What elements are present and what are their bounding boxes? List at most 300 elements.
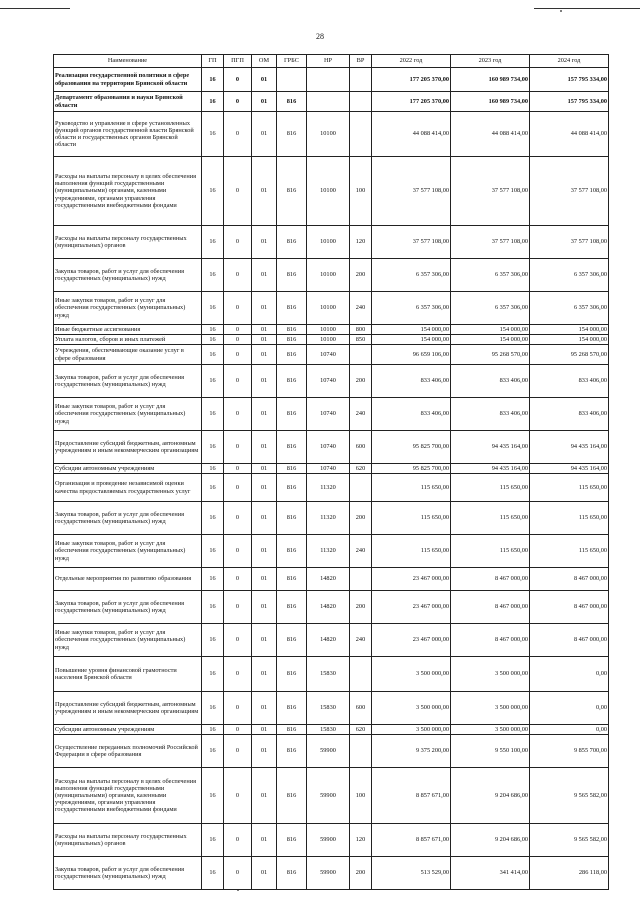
table-row (54, 345, 609, 365)
table-row (54, 292, 609, 325)
cell-om: 01 (252, 398, 277, 431)
cell-grbs: 816 (277, 464, 307, 474)
cell-y2024: 157 795 334,00 (530, 92, 609, 112)
cell-y2023: 833 406,00 (451, 365, 530, 398)
cell-y2022: 833 406,00 (372, 398, 451, 431)
cell-y2023: 6 357 306,00 (451, 292, 530, 325)
cell-name: Субсидии автономным учреждениям (54, 464, 202, 474)
table-row (54, 325, 609, 335)
cell-om: 01 (252, 464, 277, 474)
cell-y2023: 154 000,00 (451, 335, 530, 345)
cell-grbs: 816 (277, 591, 307, 624)
cell-gp: 16 (202, 857, 224, 890)
cell-grbs: 816 (277, 824, 307, 857)
cell-gp: 16 (202, 657, 224, 692)
cell-pgp: 0 (224, 112, 252, 157)
cell-name: Осуществление переданных полномочий Российской Федерации в сфере образования (54, 735, 202, 768)
cell-grbs: 816 (277, 345, 307, 365)
cell-nr (307, 92, 350, 112)
cell-y2024: 115 650,00 (530, 474, 609, 502)
table-row (54, 824, 609, 857)
cell-gp: 16 (202, 464, 224, 474)
cell-pgp: 0 (224, 591, 252, 624)
table-row (54, 657, 609, 692)
cell-y2022: 8 857 671,00 (372, 824, 451, 857)
cell-name: Повышение уровня финансовой грамотности населения Брянской области (54, 657, 202, 692)
cell-nr: 10740 (307, 398, 350, 431)
cell-grbs: 816 (277, 157, 307, 226)
header-name: Наименование (54, 55, 202, 68)
cell-gp: 16 (202, 692, 224, 725)
cell-vr: 800 (350, 325, 372, 335)
cell-pgp: 0 (224, 768, 252, 824)
table-header-row (54, 55, 609, 68)
cell-name: Отдельные мероприятия по развитию образования (54, 568, 202, 591)
cell-y2022: 9 375 200,00 (372, 735, 451, 768)
cell-nr: 10100 (307, 335, 350, 345)
cell-y2024: 9 565 582,00 (530, 768, 609, 824)
cell-vr (350, 345, 372, 365)
cell-vr: 200 (350, 857, 372, 890)
cell-grbs: 816 (277, 502, 307, 535)
cell-pgp: 0 (224, 464, 252, 474)
cell-y2024: 154 000,00 (530, 335, 609, 345)
cell-y2024: 115 650,00 (530, 502, 609, 535)
header-grbs: ГРБС (277, 55, 307, 68)
cell-grbs: 816 (277, 568, 307, 591)
cell-om: 01 (252, 68, 277, 92)
cell-y2023: 8 467 000,00 (451, 568, 530, 591)
cell-om: 01 (252, 335, 277, 345)
cell-gp: 16 (202, 112, 224, 157)
cell-pgp: 0 (224, 68, 252, 92)
cell-pgp: 0 (224, 431, 252, 464)
cell-y2022: 44 088 414,00 (372, 112, 451, 157)
header-om: ОМ (252, 55, 277, 68)
cell-om: 01 (252, 768, 277, 824)
cell-pgp: 0 (224, 345, 252, 365)
cell-pgp: 0 (224, 474, 252, 502)
cell-om: 01 (252, 824, 277, 857)
cell-gp: 16 (202, 259, 224, 292)
cell-vr: 200 (350, 365, 372, 398)
cell-grbs: 816 (277, 112, 307, 157)
cell-grbs: 816 (277, 92, 307, 112)
table-row (54, 624, 609, 657)
cell-y2024: 0,00 (530, 725, 609, 735)
cell-nr: 14820 (307, 624, 350, 657)
cell-gp: 16 (202, 292, 224, 325)
cell-om: 01 (252, 692, 277, 725)
cell-pgp: 0 (224, 624, 252, 657)
cell-pgp: 0 (224, 92, 252, 112)
cell-pgp: 0 (224, 398, 252, 431)
cell-om: 01 (252, 857, 277, 890)
cell-y2023: 8 467 000,00 (451, 624, 530, 657)
cell-gp: 16 (202, 768, 224, 824)
table-row (54, 692, 609, 725)
cell-pgp: 0 (224, 692, 252, 725)
cell-y2022: 23 467 000,00 (372, 624, 451, 657)
cell-y2024: 94 435 164,00 (530, 431, 609, 464)
cell-vr: 240 (350, 292, 372, 325)
cell-om: 01 (252, 365, 277, 398)
cell-grbs: 816 (277, 292, 307, 325)
cell-name: Закупка товаров, работ и услуг для обеспечения государственных (муниципальных) нужд (54, 857, 202, 890)
cell-y2023: 3 500 000,00 (451, 692, 530, 725)
cell-nr: 15830 (307, 725, 350, 735)
cell-y2023: 9 204 686,00 (451, 824, 530, 857)
table-row (54, 365, 609, 398)
cell-grbs: 816 (277, 657, 307, 692)
cell-y2022: 23 467 000,00 (372, 568, 451, 591)
cell-name: Закупка товаров, работ и услуг для обеспечения государственных (муниципальных) нужд (54, 502, 202, 535)
cell-om: 01 (252, 431, 277, 464)
cell-pgp: 0 (224, 568, 252, 591)
table-row (54, 768, 609, 824)
header-vr: ВР (350, 55, 372, 68)
cell-y2023: 833 406,00 (451, 398, 530, 431)
cell-gp: 16 (202, 365, 224, 398)
cell-vr: 120 (350, 824, 372, 857)
cell-y2022: 115 650,00 (372, 474, 451, 502)
cell-gp: 16 (202, 624, 224, 657)
cell-nr: 59900 (307, 735, 350, 768)
cell-vr: 850 (350, 335, 372, 345)
cell-gp: 16 (202, 68, 224, 92)
cell-y2023: 94 435 164,00 (451, 464, 530, 474)
cell-grbs: 816 (277, 325, 307, 335)
cell-pgp: 0 (224, 535, 252, 568)
cell-y2022: 3 500 000,00 (372, 725, 451, 735)
cell-y2024: 8 467 000,00 (530, 568, 609, 591)
table-row (54, 725, 609, 735)
cell-y2022: 3 500 000,00 (372, 692, 451, 725)
cell-pgp: 0 (224, 857, 252, 890)
cell-vr (350, 657, 372, 692)
scan-speck (560, 10, 562, 12)
cell-y2023: 341 414,00 (451, 857, 530, 890)
cell-name: Иные закупки товаров, работ и услуг для обеспечения государственных (муниципальных) нужд (54, 535, 202, 568)
table-row (54, 398, 609, 431)
cell-vr: 600 (350, 431, 372, 464)
cell-y2022: 154 000,00 (372, 335, 451, 345)
cell-gp: 16 (202, 474, 224, 502)
cell-om: 01 (252, 725, 277, 735)
cell-y2023: 3 500 000,00 (451, 657, 530, 692)
table-row (54, 68, 609, 92)
cell-name: Иные закупки товаров, работ и услуг для обеспечения государственных (муниципальных) нужд (54, 292, 202, 325)
page-number: 28 (316, 32, 324, 41)
cell-pgp: 0 (224, 226, 252, 259)
cell-pgp: 0 (224, 725, 252, 735)
cell-vr: 100 (350, 157, 372, 226)
cell-vr: 240 (350, 624, 372, 657)
cell-y2024: 833 406,00 (530, 398, 609, 431)
cell-y2022: 513 529,00 (372, 857, 451, 890)
cell-y2023: 37 577 108,00 (451, 157, 530, 226)
table-row (54, 226, 609, 259)
table-row (54, 431, 609, 464)
table-row (54, 474, 609, 502)
cell-gp: 16 (202, 345, 224, 365)
cell-nr: 11320 (307, 502, 350, 535)
cell-vr: 120 (350, 226, 372, 259)
cell-gp: 16 (202, 325, 224, 335)
cell-y2022: 115 650,00 (372, 535, 451, 568)
table-row (54, 92, 609, 112)
header-nr: НР (307, 55, 350, 68)
cell-nr: 59900 (307, 824, 350, 857)
cell-vr: 240 (350, 535, 372, 568)
cell-vr: 200 (350, 502, 372, 535)
cell-y2024: 9 855 700,00 (530, 735, 609, 768)
cell-om: 01 (252, 624, 277, 657)
cell-y2022: 833 406,00 (372, 365, 451, 398)
cell-pgp: 0 (224, 259, 252, 292)
cell-om: 01 (252, 259, 277, 292)
cell-name: Расходы на выплаты персоналу в целях обеспечения выполнения функций государственными (муниципальными) органами, казенными учреждениями, органами управления государственными внебюджетными фондами (54, 157, 202, 226)
cell-grbs: 816 (277, 735, 307, 768)
cell-y2022: 177 205 370,00 (372, 92, 451, 112)
cell-gp: 16 (202, 824, 224, 857)
cell-name: Иные закупки товаров, работ и услуг для обеспечения государственных (муниципальных) нужд (54, 398, 202, 431)
cell-y2023: 3 500 000,00 (451, 725, 530, 735)
cell-name: Реализация государственной политики в сфере образования на территории Брянской области (54, 68, 202, 92)
cell-vr: 200 (350, 591, 372, 624)
cell-y2023: 95 268 570,00 (451, 345, 530, 365)
cell-grbs: 816 (277, 398, 307, 431)
cell-nr: 10100 (307, 157, 350, 226)
cell-y2023: 115 650,00 (451, 474, 530, 502)
cell-om: 01 (252, 325, 277, 335)
cell-y2023: 160 989 734,00 (451, 68, 530, 92)
cell-om: 01 (252, 474, 277, 502)
cell-om: 01 (252, 226, 277, 259)
table-row (54, 335, 609, 345)
cell-y2023: 160 989 734,00 (451, 92, 530, 112)
cell-y2024: 44 088 414,00 (530, 112, 609, 157)
cell-name: Иные бюджетные ассигнования (54, 325, 202, 335)
cell-nr: 14820 (307, 568, 350, 591)
cell-vr: 600 (350, 692, 372, 725)
cell-y2024: 286 118,00 (530, 857, 609, 890)
table-row (54, 568, 609, 591)
cell-gp: 16 (202, 725, 224, 735)
cell-name: Субсидии автономным учреждениям (54, 725, 202, 735)
cell-y2024: 157 795 334,00 (530, 68, 609, 92)
cell-om: 01 (252, 657, 277, 692)
cell-name: Иные закупки товаров, работ и услуг для обеспечения государственных (муниципальных) нужд (54, 624, 202, 657)
cell-y2022: 96 659 106,00 (372, 345, 451, 365)
header-pgp: ПГП (224, 55, 252, 68)
cell-y2024: 154 000,00 (530, 325, 609, 335)
cell-vr (350, 112, 372, 157)
cell-name: Расходы на выплаты персоналу государственных (муниципальных) органов (54, 226, 202, 259)
cell-nr: 15830 (307, 657, 350, 692)
cell-om: 01 (252, 591, 277, 624)
table-row (54, 591, 609, 624)
cell-om: 01 (252, 735, 277, 768)
cell-y2023: 154 000,00 (451, 325, 530, 335)
cell-nr: 15830 (307, 692, 350, 725)
cell-y2022: 8 857 671,00 (372, 768, 451, 824)
cell-nr: 10740 (307, 345, 350, 365)
cell-y2023: 94 435 164,00 (451, 431, 530, 464)
top-rule-right (534, 8, 640, 9)
cell-om: 01 (252, 502, 277, 535)
cell-gp: 16 (202, 335, 224, 345)
cell-name: Предоставление субсидий бюджетным, автономным учреждениям и иным некоммерческим организациям (54, 692, 202, 725)
cell-name: Закупка товаров, работ и услуг для обеспечения государственных (муниципальных) нужд (54, 591, 202, 624)
cell-pgp: 0 (224, 292, 252, 325)
cell-y2022: 115 650,00 (372, 502, 451, 535)
cell-nr (307, 68, 350, 92)
cell-vr: 240 (350, 398, 372, 431)
cell-y2022: 37 577 108,00 (372, 157, 451, 226)
cell-grbs: 816 (277, 535, 307, 568)
cell-om: 01 (252, 292, 277, 325)
cell-y2024: 95 268 570,00 (530, 345, 609, 365)
top-rule-left (0, 8, 70, 9)
cell-grbs: 816 (277, 335, 307, 345)
cell-gp: 16 (202, 591, 224, 624)
cell-name: Организация и проведение независимой оценки качества предоставляемых государственных услуг (54, 474, 202, 502)
cell-name: Расходы на выплаты персоналу государственных (муниципальных) органов (54, 824, 202, 857)
cell-y2022: 23 467 000,00 (372, 591, 451, 624)
cell-om: 01 (252, 535, 277, 568)
cell-pgp: 0 (224, 325, 252, 335)
cell-vr: 620 (350, 464, 372, 474)
header-gp: ГП (202, 55, 224, 68)
cell-vr (350, 68, 372, 92)
cell-y2024: 8 467 000,00 (530, 591, 609, 624)
cell-om: 01 (252, 157, 277, 226)
cell-om: 01 (252, 345, 277, 365)
cell-y2023: 115 650,00 (451, 502, 530, 535)
cell-nr: 10100 (307, 292, 350, 325)
cell-y2023: 9 204 686,00 (451, 768, 530, 824)
cell-y2022: 3 500 000,00 (372, 657, 451, 692)
cell-vr (350, 568, 372, 591)
cell-y2022: 95 825 700,00 (372, 431, 451, 464)
table-row (54, 857, 609, 890)
cell-nr: 14820 (307, 591, 350, 624)
cell-pgp: 0 (224, 365, 252, 398)
cell-name: Руководство и управление в сфере установленных функций органов государственной власти Брянской области и государственных органов Брянской области (54, 112, 202, 157)
cell-pgp: 0 (224, 735, 252, 768)
cell-nr: 11320 (307, 535, 350, 568)
cell-name: Уплата налогов, сборов и иных платежей (54, 335, 202, 345)
header-2023: 2023 год (451, 55, 530, 68)
cell-y2024: 94 435 164,00 (530, 464, 609, 474)
cell-y2024: 115 650,00 (530, 535, 609, 568)
table-row (54, 502, 609, 535)
cell-vr (350, 735, 372, 768)
cell-nr: 10740 (307, 431, 350, 464)
table-row (54, 259, 609, 292)
cell-nr: 10740 (307, 464, 350, 474)
cell-name: Предоставление субсидий бюджетным, автономным учреждениям и иным некоммерческим организациям (54, 431, 202, 464)
cell-y2022: 154 000,00 (372, 325, 451, 335)
cell-om: 01 (252, 112, 277, 157)
cell-y2024: 37 577 108,00 (530, 157, 609, 226)
cell-y2024: 9 565 582,00 (530, 824, 609, 857)
cell-nr: 10740 (307, 365, 350, 398)
cell-y2024: 8 467 000,00 (530, 624, 609, 657)
cell-name: Расходы на выплаты персоналу в целях обеспечения выполнения функций государственными (муниципальными) органами, казенными учреждениями, органами управления государственными внебюджетными фондами (54, 768, 202, 824)
table-row (54, 157, 609, 226)
cell-grbs (277, 68, 307, 92)
table-row (54, 464, 609, 474)
cell-vr: 200 (350, 259, 372, 292)
cell-grbs: 816 (277, 365, 307, 398)
cell-name: Департамент образования и науки Брянской области (54, 92, 202, 112)
cell-y2023: 6 357 306,00 (451, 259, 530, 292)
cell-nr: 11320 (307, 474, 350, 502)
cell-nr: 10100 (307, 226, 350, 259)
cell-vr (350, 474, 372, 502)
cell-y2023: 37 577 108,00 (451, 226, 530, 259)
cell-y2022: 6 357 306,00 (372, 292, 451, 325)
cell-om: 01 (252, 568, 277, 591)
cell-y2024: 6 357 306,00 (530, 292, 609, 325)
cell-y2023: 115 650,00 (451, 535, 530, 568)
cell-gp: 16 (202, 398, 224, 431)
cell-gp: 16 (202, 535, 224, 568)
cell-pgp: 0 (224, 157, 252, 226)
cell-vr: 100 (350, 768, 372, 824)
cell-gp: 16 (202, 735, 224, 768)
cell-grbs: 816 (277, 624, 307, 657)
header-2022: 2022 год (372, 55, 451, 68)
cell-grbs: 816 (277, 857, 307, 890)
cell-om: 01 (252, 92, 277, 112)
cell-y2023: 8 467 000,00 (451, 591, 530, 624)
cell-y2022: 6 357 306,00 (372, 259, 451, 292)
cell-gp: 16 (202, 568, 224, 591)
cell-grbs: 816 (277, 431, 307, 464)
cell-gp: 16 (202, 92, 224, 112)
cell-vr (350, 92, 372, 112)
cell-pgp: 0 (224, 502, 252, 535)
cell-y2022: 95 825 700,00 (372, 464, 451, 474)
cell-name: Закупка товаров, работ и услуг для обеспечения государственных (муниципальных) нужд (54, 365, 202, 398)
cell-y2024: 0,00 (530, 657, 609, 692)
table-row (54, 112, 609, 157)
cell-vr: 620 (350, 725, 372, 735)
cell-y2024: 833 406,00 (530, 365, 609, 398)
table-row (54, 535, 609, 568)
cell-grbs: 816 (277, 259, 307, 292)
cell-pgp: 0 (224, 335, 252, 345)
cell-nr: 59900 (307, 857, 350, 890)
cell-y2024: 0,00 (530, 692, 609, 725)
cell-y2023: 44 088 414,00 (451, 112, 530, 157)
cell-gp: 16 (202, 502, 224, 535)
cell-grbs: 816 (277, 725, 307, 735)
cell-gp: 16 (202, 226, 224, 259)
header-2024: 2024 год (530, 55, 609, 68)
cell-y2024: 6 357 306,00 (530, 259, 609, 292)
table-row (54, 735, 609, 768)
cell-grbs: 816 (277, 226, 307, 259)
cell-nr: 10100 (307, 325, 350, 335)
cell-y2022: 37 577 108,00 (372, 226, 451, 259)
cell-name: Учреждения, обеспечивающие оказание услуг в сфере образования (54, 345, 202, 365)
budget-table (53, 54, 609, 890)
cell-pgp: 0 (224, 824, 252, 857)
